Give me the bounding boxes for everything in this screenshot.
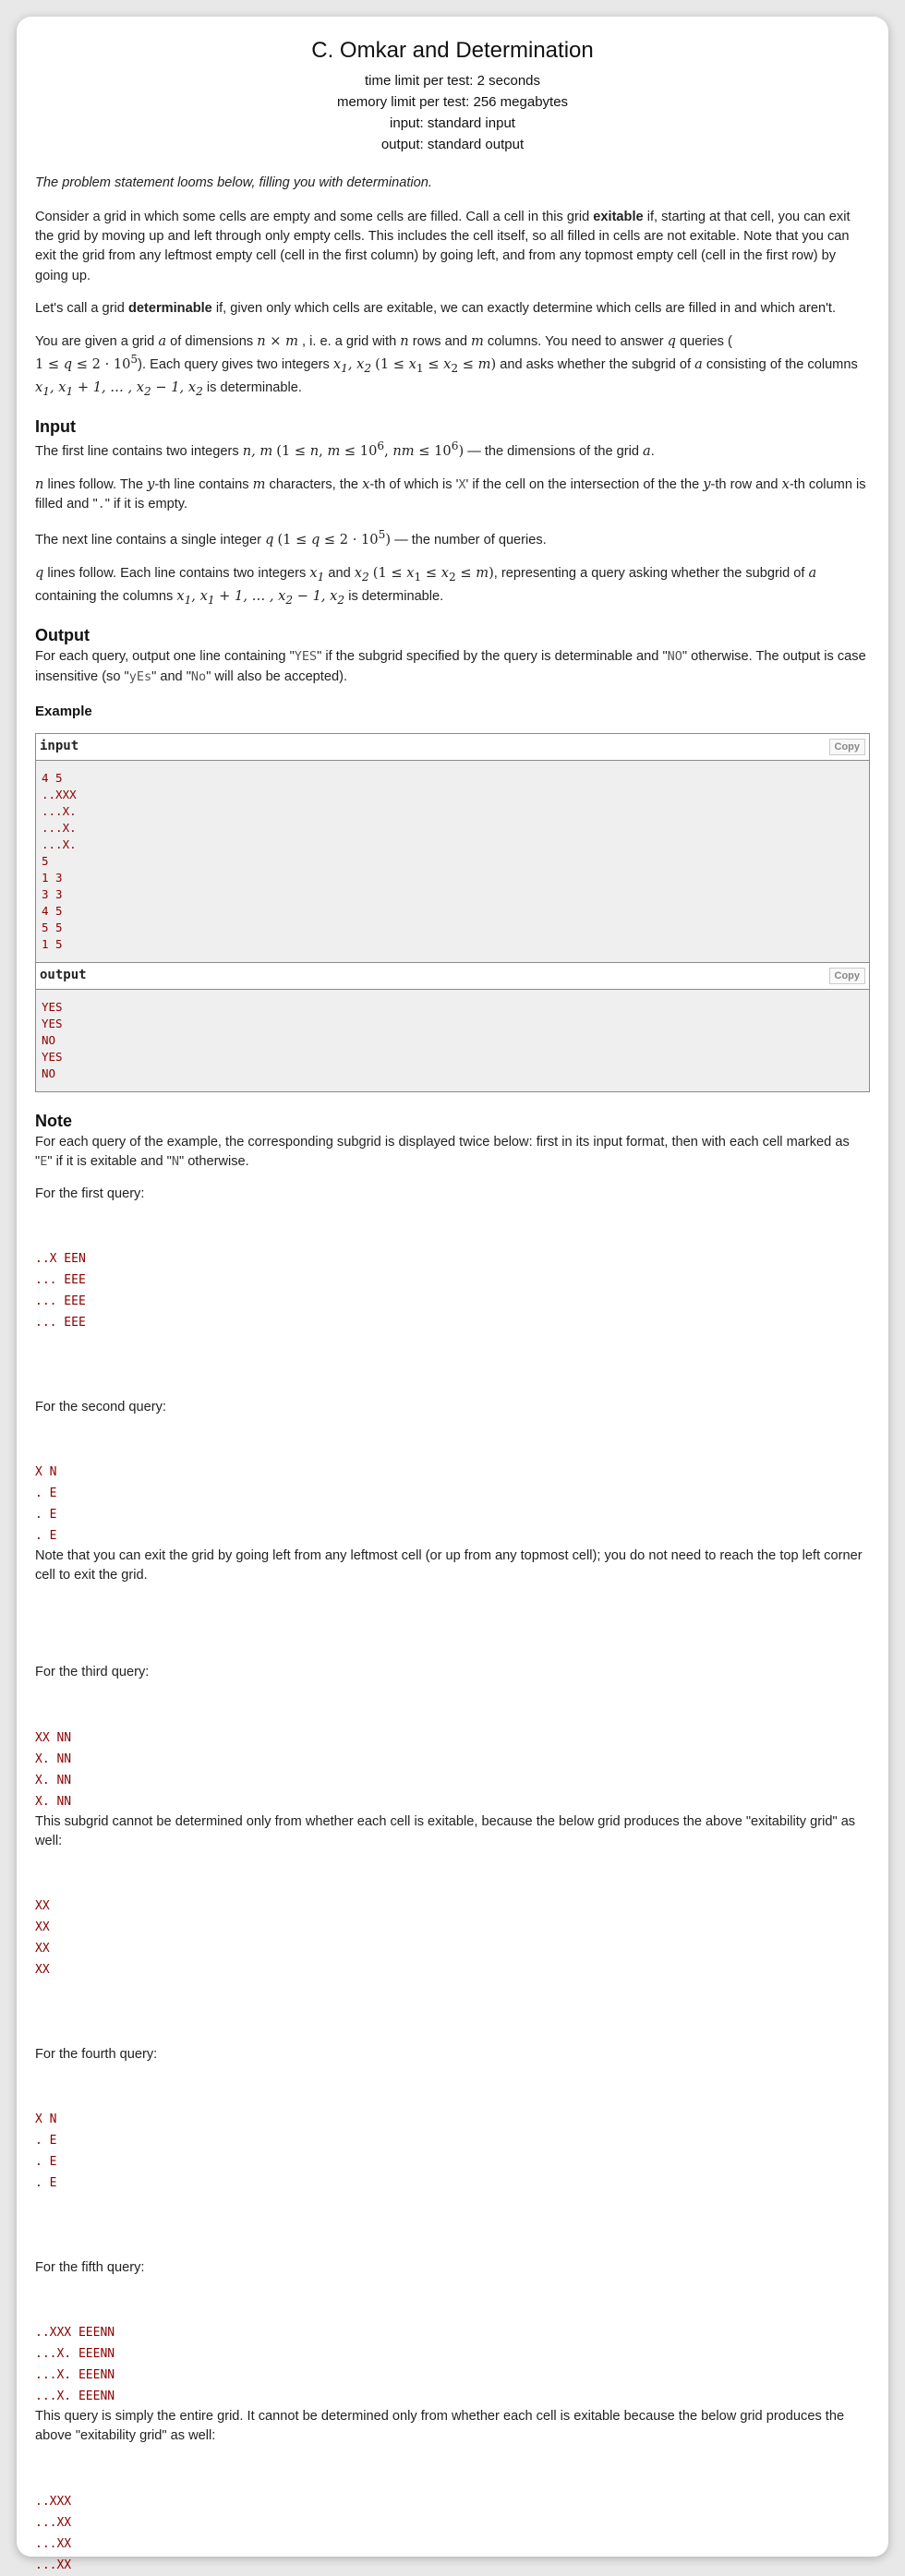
note-query-4-grid: X N . E . E . E bbox=[35, 2113, 57, 2191]
note-intro: For each query of the example, the corresponding subgrid is displayed twice below: first in its input format, then with each cell marked as "E" if it is exitable and "N" otherwise. bbox=[35, 1134, 850, 1169]
input-paragraph-dimensions: The first line contains two integers n, m (1 ≤ n, $m \le 10^6$, nm ≤ $10^6$) — the dimensions of the grid a. bbox=[35, 439, 655, 459]
legend-paragraph-queries: You are given a grid a of dimensions n × m , i. e. a grid with n rows and m columns. You need to answer q queries ( $1 \le q \le 2 \cdot 10^5$). Each query gives two integers $x_1$, $x_2$ $(1 \le x_1 \le x_2 \le m)$ and asks whether the subgrid of a consisting of the columns $x_1$, $x_1 + 1$, … , $x_2 - 1$, $x_2$ is determinable. bbox=[35, 332, 858, 398]
input-paragraph-q: The next line contains a single integer q $(1 \le q \le 2 \cdot 10^5)$ — the number of queries. bbox=[35, 528, 547, 548]
note-query-3-label: For the third query: bbox=[35, 1665, 150, 1680]
copy-input-button[interactable]: Copy bbox=[829, 739, 866, 755]
input-paragraph-query-lines: q lines follow. Each line contains two integers $x_1$ and $x_2$ $(1 \le x_1 \le x_2 \le m)$, representing a query asking whether the subgrid of a containing the columns $x_1$, $x_1 + 1$, … , $x_2 - 1$, $x_2$ is determinable. bbox=[35, 565, 817, 607]
note-query-5-grid: ..XXX EEENN ...X. EEENN ...X. EEENN ...X. EEENN bbox=[35, 2326, 115, 2404]
output-paragraph: For each query, output one line containing "YES" if the subgrid specified by the query is determinable and "NO" otherwise. The output is case insensitive (so "yEs" and "No" will also be accepted). bbox=[35, 649, 866, 684]
note-query-5-label: For the fifth query: bbox=[35, 2260, 145, 2276]
sample-test bbox=[35, 733, 870, 1092]
problem-statement bbox=[17, 17, 888, 2572]
note-query-5-text: This query is simply the entire grid. It cannot be determined only from whether each cell is exitable because the below grid produces the above "exitability grid" as well: bbox=[35, 2409, 845, 2444]
note-query-2-grid: X N . E . E . E bbox=[35, 1465, 57, 1544]
note-query-1-grid: ..X EEN ... EEE ... EEE ... EEE bbox=[35, 1252, 86, 1330]
legend-paragraph-exitable: Consider a grid in which some cells are empty and some cells are filled. Call a cell in this grid exitable if, starting at that cell, you can exit the grid by moving up and left through only empty cells. This includes the cell itself, so all filled in cells are not exitable. Note that you can exit the grid from any leftmost empty cell (cell in the first column) by going left, and from any topmost empty cell (cell in the first row) by going up. bbox=[35, 210, 851, 283]
note-query-3-alt-grid: XX XX XX XX bbox=[35, 1898, 50, 1977]
note-query-1-label: For the first query: bbox=[35, 1186, 145, 1201]
problem-title: C. Omkar and Determination bbox=[311, 38, 594, 63]
note-query-3-text: This subgrid cannot be determined only from whether each cell is exitable, because the below grid produces the above "exitability grid" as well: bbox=[35, 1813, 856, 1848]
note-query-3-grid: XX NN X. NN X. NN X. NN bbox=[35, 1730, 72, 1809]
input-file: input: standard input bbox=[390, 115, 515, 131]
legend-paragraph-determinable: Let's call a grid determinable if, given only which cells are exitable, we can exactly determine which cells are filled in and which aren't. bbox=[35, 300, 837, 316]
sample-output-text: YES YES NO YES NO bbox=[36, 990, 869, 1091]
note-query-2-label: For the second query: bbox=[35, 1400, 166, 1415]
sample-input-label: input bbox=[40, 739, 79, 754]
note-heading: Note bbox=[35, 1111, 72, 1130]
sample-input-header bbox=[36, 734, 869, 761]
note-query-5-alt-grid: ..XXX ...XX ...XX ...XX bbox=[35, 2494, 72, 2572]
input-heading: Input bbox=[35, 417, 76, 437]
sample-input-text: 4 5 ..XXX ...X. ...X. ...X. 5 1 3 3 3 4 5 5 5 1 5 bbox=[36, 761, 869, 962]
sample-output-label: output bbox=[40, 968, 87, 983]
copy-output-button[interactable]: Copy bbox=[829, 968, 866, 984]
note-query-4-label: For the fourth query: bbox=[35, 2046, 158, 2062]
note-query-2-text: Note that you can exit the grid by going left from any leftmost cell (or up from any topmost cell); you do not need to reach the top left corner cell to exit the grid. bbox=[35, 1548, 863, 1583]
sample-output-header bbox=[36, 963, 869, 990]
memory-limit: memory limit per test: 256 megabytes bbox=[336, 94, 569, 110]
time-limit: time limit per test: 2 seconds bbox=[364, 73, 541, 89]
legend-intro: The problem statement looms below, filling you with determination. bbox=[35, 175, 432, 190]
input-paragraph-rows: n lines follow. The y-th line contains m characters, the x-th of which is 'X' if the cell on the intersection of the the y-th row and x-th column is filled and "." if it is empty. bbox=[35, 476, 866, 512]
output-heading: Output bbox=[35, 626, 90, 645]
output-file: output: standard output bbox=[380, 137, 525, 152]
example-heading: Example bbox=[35, 703, 92, 719]
